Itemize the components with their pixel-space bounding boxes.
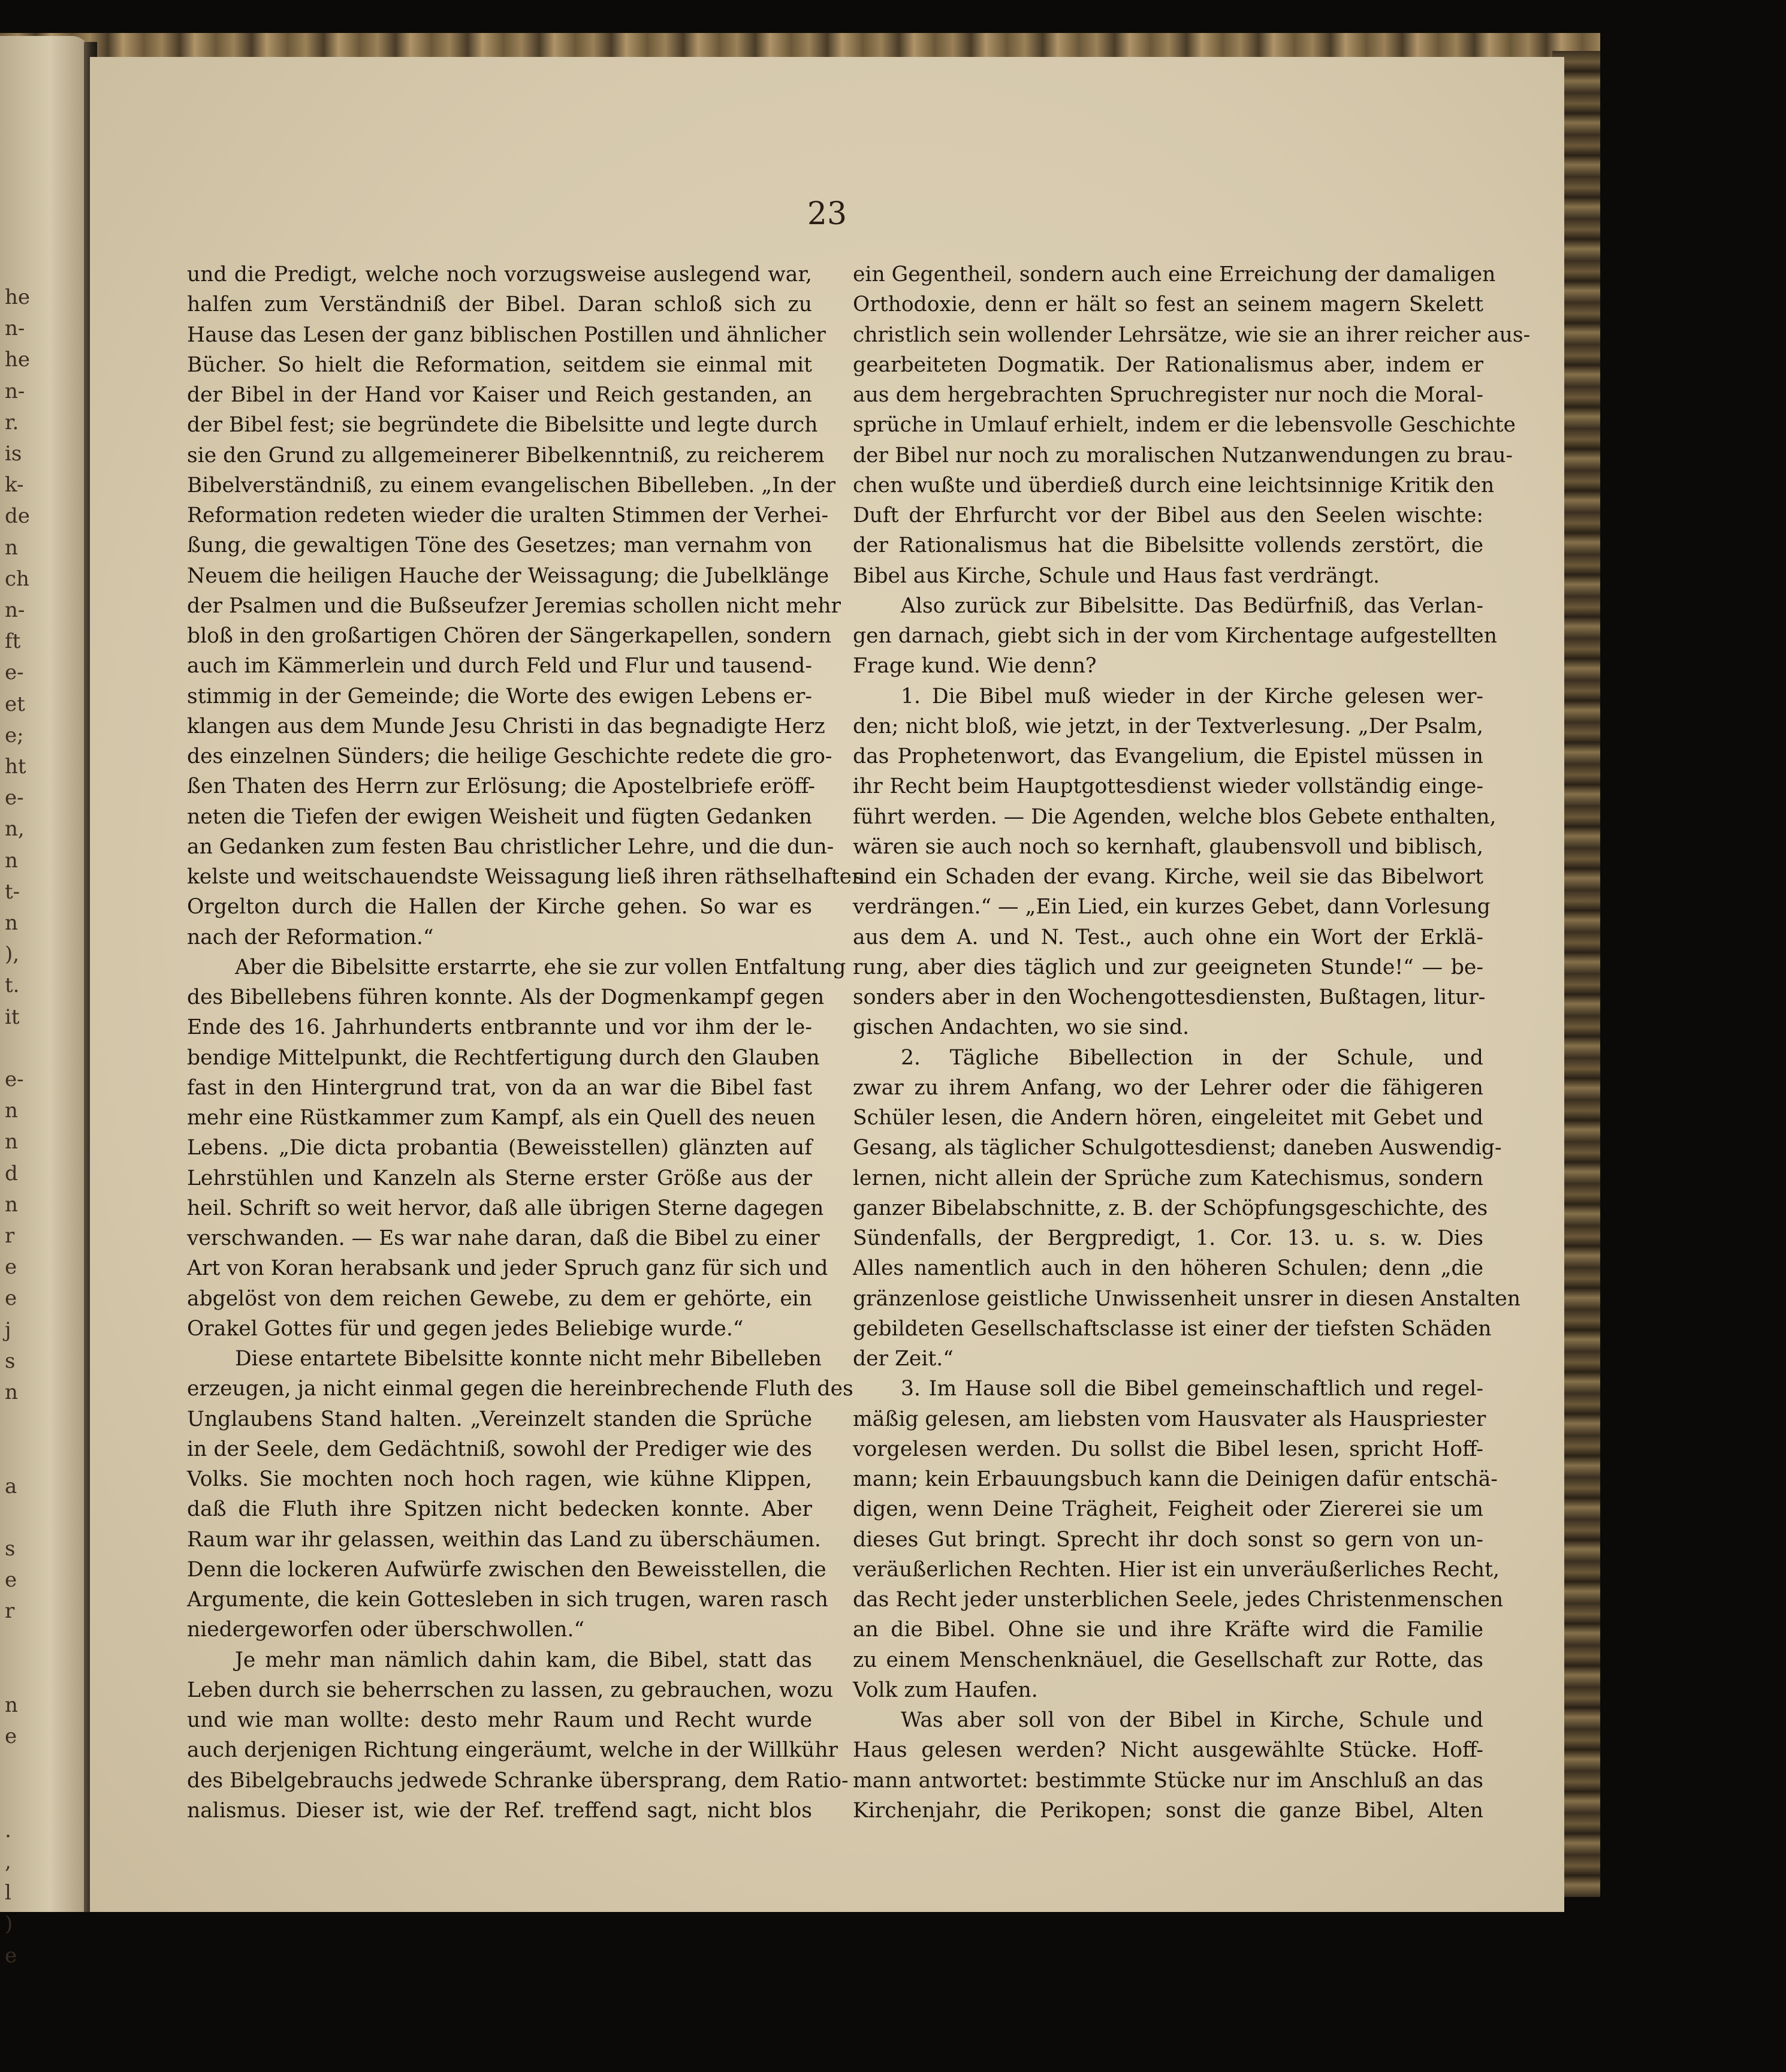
margin-fragment: ,	[5, 1850, 11, 1874]
text-line: verdrängen.“ — „Ein Lied, ein kurzes Gebet, dann Vorlesung	[853, 895, 1491, 919]
text-line: mäßig gelesen, am liebsten vom Hausvater als Hauspriester	[853, 1407, 1486, 1431]
text-line: Lehrstühlen und Kanzeln als Sterne erster Größe aus der	[187, 1166, 812, 1190]
margin-fragment: l	[5, 1881, 11, 1905]
margin-fragment: n	[5, 848, 18, 873]
text-line: Denn die lockeren Aufwürfe zwischen den Beweisstellen, die	[187, 1557, 826, 1582]
text-line: an Gedanken zum festen Bau christlicher Lehre, und die dun-	[187, 834, 834, 859]
margin-fragment: it	[5, 1005, 20, 1029]
text-line: 2. Tägliche Bibellection in der Schule, und	[901, 1045, 1483, 1070]
facing-page-edge	[0, 36, 90, 1968]
text-line: das Prophetenwort, das Evangelium, die Epistel müssen in	[853, 744, 1483, 768]
text-line: veräußerlichen Rechten. Hier ist ein unveräußerliches Recht,	[853, 1557, 1500, 1582]
text-line: Duft der Ehrfurcht vor der Bibel aus den Seelen wischte:	[853, 503, 1483, 527]
text-line: der Rationalismus hat die Bibelsitte vollends zerstört, die	[853, 533, 1483, 558]
margin-fragment: t-	[5, 879, 20, 904]
text-line: der Bibel fest; sie begründete die Bibelsitte und legte durch	[187, 413, 818, 438]
margin-fragment: r	[5, 1224, 15, 1248]
margin-fragment: t.	[5, 973, 20, 998]
text-line: Bibel aus Kirche, Schule und Haus fast verdrängt.	[853, 563, 1380, 588]
text-line: Orgelton durch die Hallen der Kirche gehen. So war es	[187, 895, 812, 919]
text-line: nalismus. Dieser ist, wie der Ref. treffend sagt, nicht blos	[187, 1798, 812, 1823]
text-line: Volk zum Haufen.	[853, 1678, 1038, 1702]
margin-fragment: de	[5, 504, 30, 529]
text-line: Ende des 16. Jahrhunderts entbrannte und vor ihm der le-	[187, 1015, 812, 1040]
text-line: der Psalmen und die Bußseufzer Jeremias schollen nicht mehr	[187, 593, 841, 618]
text-line: kelste und weitschauendste Weissagung ließ ihren räthselhaften	[187, 865, 865, 889]
text-line: gebildeten Gesellschaftsclasse ist einer der tiefsten Schäden	[853, 1316, 1492, 1341]
margin-fragment: e-	[5, 1067, 24, 1091]
text-line: des einzelnen Sünders; die heilige Geschichte redete die gro-	[187, 744, 832, 768]
margin-fragment: e	[5, 1568, 17, 1593]
text-line: 3. Im Hause soll die Bibel gemeinschaftlich und regel-	[901, 1377, 1483, 1401]
margin-fragment: j	[5, 1317, 11, 1342]
text-line: heil. Schrift so weit hervor, daß alle übrigen Sterne dagegen	[187, 1196, 824, 1220]
text-line: Orakel Gottes für und gegen jedes Beliebige wurde.“	[187, 1316, 744, 1341]
text-line: rung, aber dies täglich und zur geeigneten Stunde!“ — be-	[853, 955, 1483, 979]
text-line: mann antwortet: bestimmte Stücke nur im Anschluß an das	[853, 1768, 1483, 1793]
text-line: chen wußte und überdieß durch eine leichtsinnige Kritik den	[853, 473, 1495, 497]
book-page	[90, 57, 1564, 1912]
text-line: Raum war ihr gelassen, weithin das Land zu überschäumen.	[187, 1527, 821, 1552]
margin-fragment: e;	[5, 723, 24, 747]
margin-fragment: is	[5, 442, 22, 466]
text-line: verschwanden. — Es war nahe daran, daß die Bibel zu einer	[187, 1226, 820, 1250]
text-line: aus dem hergebrachten Spruchregister nur noch die Moral-	[853, 383, 1483, 407]
text-line: zu einem Menschenknäuel, die Gesellschaft zur Rotte, das	[853, 1648, 1483, 1672]
text-line: Was aber soll von der Bibel in Kirche, Schule und	[901, 1708, 1483, 1732]
text-line: bendige Mittelpunkt, die Rechtfertigung durch den Glauben	[187, 1045, 820, 1070]
text-line: gischen Andachten, wo sie sind.	[853, 1015, 1190, 1040]
text-line: fast in den Hintergrund trat, von da an war die Bibel fast	[187, 1075, 812, 1100]
text-line: und die Predigt, welche noch vorzugsweise auslegend war,	[187, 263, 812, 286]
text-line: Sündenfalls, der Bergpredigt, 1. Cor. 13. u. s. w. Dies	[853, 1226, 1483, 1250]
text-line: auch im Kämmerlein und durch Feld und Flur und tausend-	[187, 654, 812, 678]
text-line: Kirchenjahr, die Perikopen; sonst die ganze Bibel, Alten	[853, 1798, 1483, 1823]
text-line: Neuem die heiligen Hauche der Weissagung; die Jubelklänge	[187, 563, 829, 588]
text-line: niedergeworfen oder überschwollen.“	[187, 1618, 585, 1642]
text-line: Bücher. So hielt die Reformation, seitdem sie einmal mit	[187, 352, 812, 377]
margin-fragment: e-	[5, 786, 24, 810]
text-line: mehr eine Rüstkammer zum Kampf, als ein Quell des neuen	[187, 1106, 816, 1130]
margin-fragment: .	[5, 1818, 11, 1842]
text-line: Alles namentlich auch in den höheren Schulen; denn „die	[853, 1256, 1483, 1281]
text-line: stimmig in der Gemeinde; die Worte des ewigen Lebens er-	[187, 684, 812, 708]
margin-fragment: e	[5, 1255, 17, 1280]
text-line: der Bibel nur noch zu moralischen Nutzanwendungen zu brau-	[853, 443, 1513, 468]
text-line: Reformation redeten wieder die uralten Stimmen der Verhei-	[187, 503, 829, 527]
margin-fragment: he	[5, 285, 31, 309]
text-line: gen darnach, giebt sich in der vom Kirchentage aufgestellten	[853, 624, 1497, 648]
text-line: wären sie auch noch so kernhaft, glaubensvoll und biblisch,	[853, 834, 1483, 859]
text-line: Schüler lesen, die Andern hören, eingeleitet mit Gebet und	[853, 1106, 1483, 1130]
margin-fragment: r	[5, 1599, 15, 1624]
text-line: bloß in den großartigen Chören der Sängerkapellen, sondern	[187, 624, 832, 648]
text-line: sind ein Schaden der evang. Kirche, weil sie das Bibelwort	[853, 865, 1483, 889]
text-line: Aber die Bibelsitte erstarrte, ehe sie zur vollen Entfaltung	[235, 955, 846, 979]
text-line: Leben durch sie beherrschen zu lassen, zu gebrauchen, wozu	[187, 1678, 834, 1702]
text-line: auch derjenigen Richtung eingeräumt, welche in der Willkühr	[187, 1738, 838, 1763]
text-line: daß die Fluth ihre Spitzen nicht bedecken konnte. Aber	[187, 1497, 812, 1522]
text-line: Volks. Sie mochten noch hoch ragen, wie kühne Klippen,	[187, 1467, 812, 1491]
margin-fragment: et	[5, 692, 25, 716]
margin-fragment: r.	[5, 410, 19, 435]
text-line: Lebens. „Die dicta probantia (Beweisstellen) glänzten auf	[187, 1136, 812, 1160]
margin-fragment: n	[5, 1130, 18, 1154]
margin-fragment: ),	[5, 942, 20, 967]
margin-fragment: he	[5, 348, 31, 372]
text-line: Hause das Lesen der ganz biblischen Postillen und ähnlicher	[187, 322, 826, 347]
text-line: ein Gegentheil, sondern auch eine Erreichung der damaligen	[853, 263, 1496, 286]
text-line: Gesang, als täglicher Schulgottesdienst; daneben Auswendig-	[853, 1136, 1502, 1160]
margin-fragment: e	[5, 1286, 17, 1311]
margin-fragment: ht	[5, 755, 26, 779]
text-line: des Bibellebens führen konnte. Als der Dogmenkampf gegen	[187, 985, 825, 1009]
margin-fragment: a	[5, 1474, 17, 1498]
text-line: den; nicht bloß, wie jetzt, in der Textverlesung. „Der Psalm,	[853, 714, 1483, 738]
text-line: mann; kein Erbauungsbuch kann die Deinigen dafür entschä-	[853, 1467, 1498, 1491]
margin-fragment: n	[5, 1192, 18, 1217]
margin-fragment: n-	[5, 316, 25, 341]
text-line: Unglaubens Stand halten. „Vereinzelt standen die Sprüche	[187, 1407, 812, 1431]
text-column-left	[187, 260, 865, 1826]
text-line: Art von Koran herabsank und jeder Spruch ganz für sich und	[187, 1256, 828, 1281]
text-line: und wie man wollte: desto mehr Raum und Recht wurde	[187, 1708, 812, 1732]
text-line: Haus gelesen werden? Nicht ausgewählte Stücke. Hoff-	[853, 1738, 1483, 1763]
text-line: 1. Die Bibel muß wieder in der Kirche gelesen wer-	[901, 684, 1483, 708]
margin-fragment: e-	[5, 660, 24, 685]
margin-fragment: s	[5, 1537, 16, 1561]
page-number: 23	[807, 196, 847, 232]
text-line: Frage kund. Wie denn?	[853, 654, 1097, 678]
margin-fragment: e	[5, 1724, 17, 1749]
margin-fragment: )	[5, 1912, 13, 1937]
text-line: der Zeit.“	[853, 1347, 954, 1371]
text-line: Orthodoxie, denn er hält so fest an seinem magern Skelett	[853, 292, 1483, 317]
margin-fragment: ch	[5, 566, 29, 591]
margin-fragment: s	[5, 1349, 16, 1373]
text-line: des Bibelgebrauchs jedwede Schranke übersprang, dem Ratio-	[187, 1768, 849, 1793]
text-column-right	[853, 260, 1531, 1826]
text-line: Diese entartete Bibelsitte konnte nicht mehr Bibelleben	[235, 1347, 822, 1371]
text-line: an die Bibel. Ohne sie und ihre Kräfte wird die Familie	[853, 1618, 1483, 1642]
text-line: zwar zu ihrem Anfang, wo der Lehrer oder die fähigeren	[853, 1075, 1483, 1100]
margin-fragment: e	[5, 1943, 17, 1968]
text-line: ßen Thaten des Herrn zur Erlösung; die Apostelbriefe eröff-	[187, 774, 816, 799]
text-line: gränzenlose geistliche Unwissenheit unsrer in diesen Anstalten	[853, 1286, 1520, 1311]
text-line: ßung, die gewaltigen Töne des Gesetzes; man vernahm von	[187, 533, 812, 558]
margin-fragment: n	[5, 1380, 18, 1404]
text-line: ganzer Bibelabschnitte, z. B. der Schöpfungsgeschichte, des	[853, 1196, 1488, 1220]
text-line: ihr Recht beim Hauptgottesdienst wieder vollständig einge-	[853, 774, 1483, 799]
text-line: lernen, nicht allein der Sprüche zum Katechismus, sondern	[853, 1166, 1483, 1190]
margin-fragment: d	[5, 1161, 18, 1186]
text-line: sprüche in Umlauf erhielt, indem er die lebensvolle Geschichte	[853, 413, 1516, 438]
text-line: christlich sein wollender Lehrsätze, wie sie an ihrer reicher aus-	[853, 322, 1531, 347]
text-line: digen, wenn Deine Trägheit, Feigheit oder Ziererei sie um	[853, 1497, 1483, 1522]
text-line: führt werden. — Die Agenden, welche blos Gebete enthalten,	[853, 804, 1497, 829]
text-line: sonders aber in den Wochengottesdiensten, Bußtagen, litur-	[853, 985, 1486, 1009]
margin-fragment: n	[5, 535, 18, 560]
margin-fragment: k-	[5, 473, 24, 497]
text-line: gearbeiteten Dogmatik. Der Rationalismus aber, indem er	[853, 352, 1483, 377]
text-line: das Recht jeder unsterblichen Seele, jedes Christenmenschen	[853, 1588, 1504, 1612]
margin-fragment: n,	[5, 817, 25, 842]
text-line: Je mehr man nämlich dahin kam, die Bibel, statt das	[235, 1648, 812, 1672]
margin-fragment: n	[5, 911, 18, 935]
text-line: erzeugen, ja nicht einmal gegen die hereinbrechende Fluth des	[187, 1377, 853, 1401]
text-line: dieses Gut bringt. Sprecht ihr doch sonst so gern von un-	[853, 1527, 1483, 1552]
text-line: Argumente, die kein Gottesleben in sich trugen, waren rasch	[187, 1588, 828, 1612]
text-line: nach der Reformation.“	[187, 925, 434, 949]
text-line: halfen zum Verständniß der Bibel. Daran schloß sich zu	[187, 292, 812, 317]
text-line: neten die Tiefen der ewigen Weisheit und fügten Gedanken	[187, 804, 812, 829]
margin-fragment: n-	[5, 379, 25, 403]
text-line: sie den Grund zu allgemeinerer Bibelkenntniß, zu reicherem	[187, 443, 825, 468]
text-line: klangen aus dem Munde Jesu Christi in das begnadigte Herz	[187, 714, 825, 738]
margin-fragment: n	[5, 1099, 18, 1123]
margin-fragment: ft	[5, 629, 21, 654]
margin-fragment: n-	[5, 598, 25, 622]
margin-fragment: n	[5, 1693, 18, 1717]
text-line: Bibelverständniß, zu einem evangelischen Bibelleben. „In der	[187, 473, 835, 497]
text-line: aus dem A. und N. Test., auch ohne ein Wort der Erklä-	[853, 925, 1483, 949]
text-line: abgelöst von dem reichen Gewebe, zu dem er gehörte, ein	[187, 1286, 812, 1311]
text-line: der Bibel in der Hand vor Kaiser und Reich gestanden, an	[187, 383, 812, 407]
text-line: vorgelesen werden. Du sollst die Bibel lesen, spricht Hoff-	[853, 1437, 1483, 1461]
text-line: in der Seele, dem Gedächtniß, sowohl der Prediger wie des	[187, 1437, 812, 1461]
text-line: Also zurück zur Bibelsitte. Das Bedürfniß, das Verlan-	[901, 593, 1483, 618]
